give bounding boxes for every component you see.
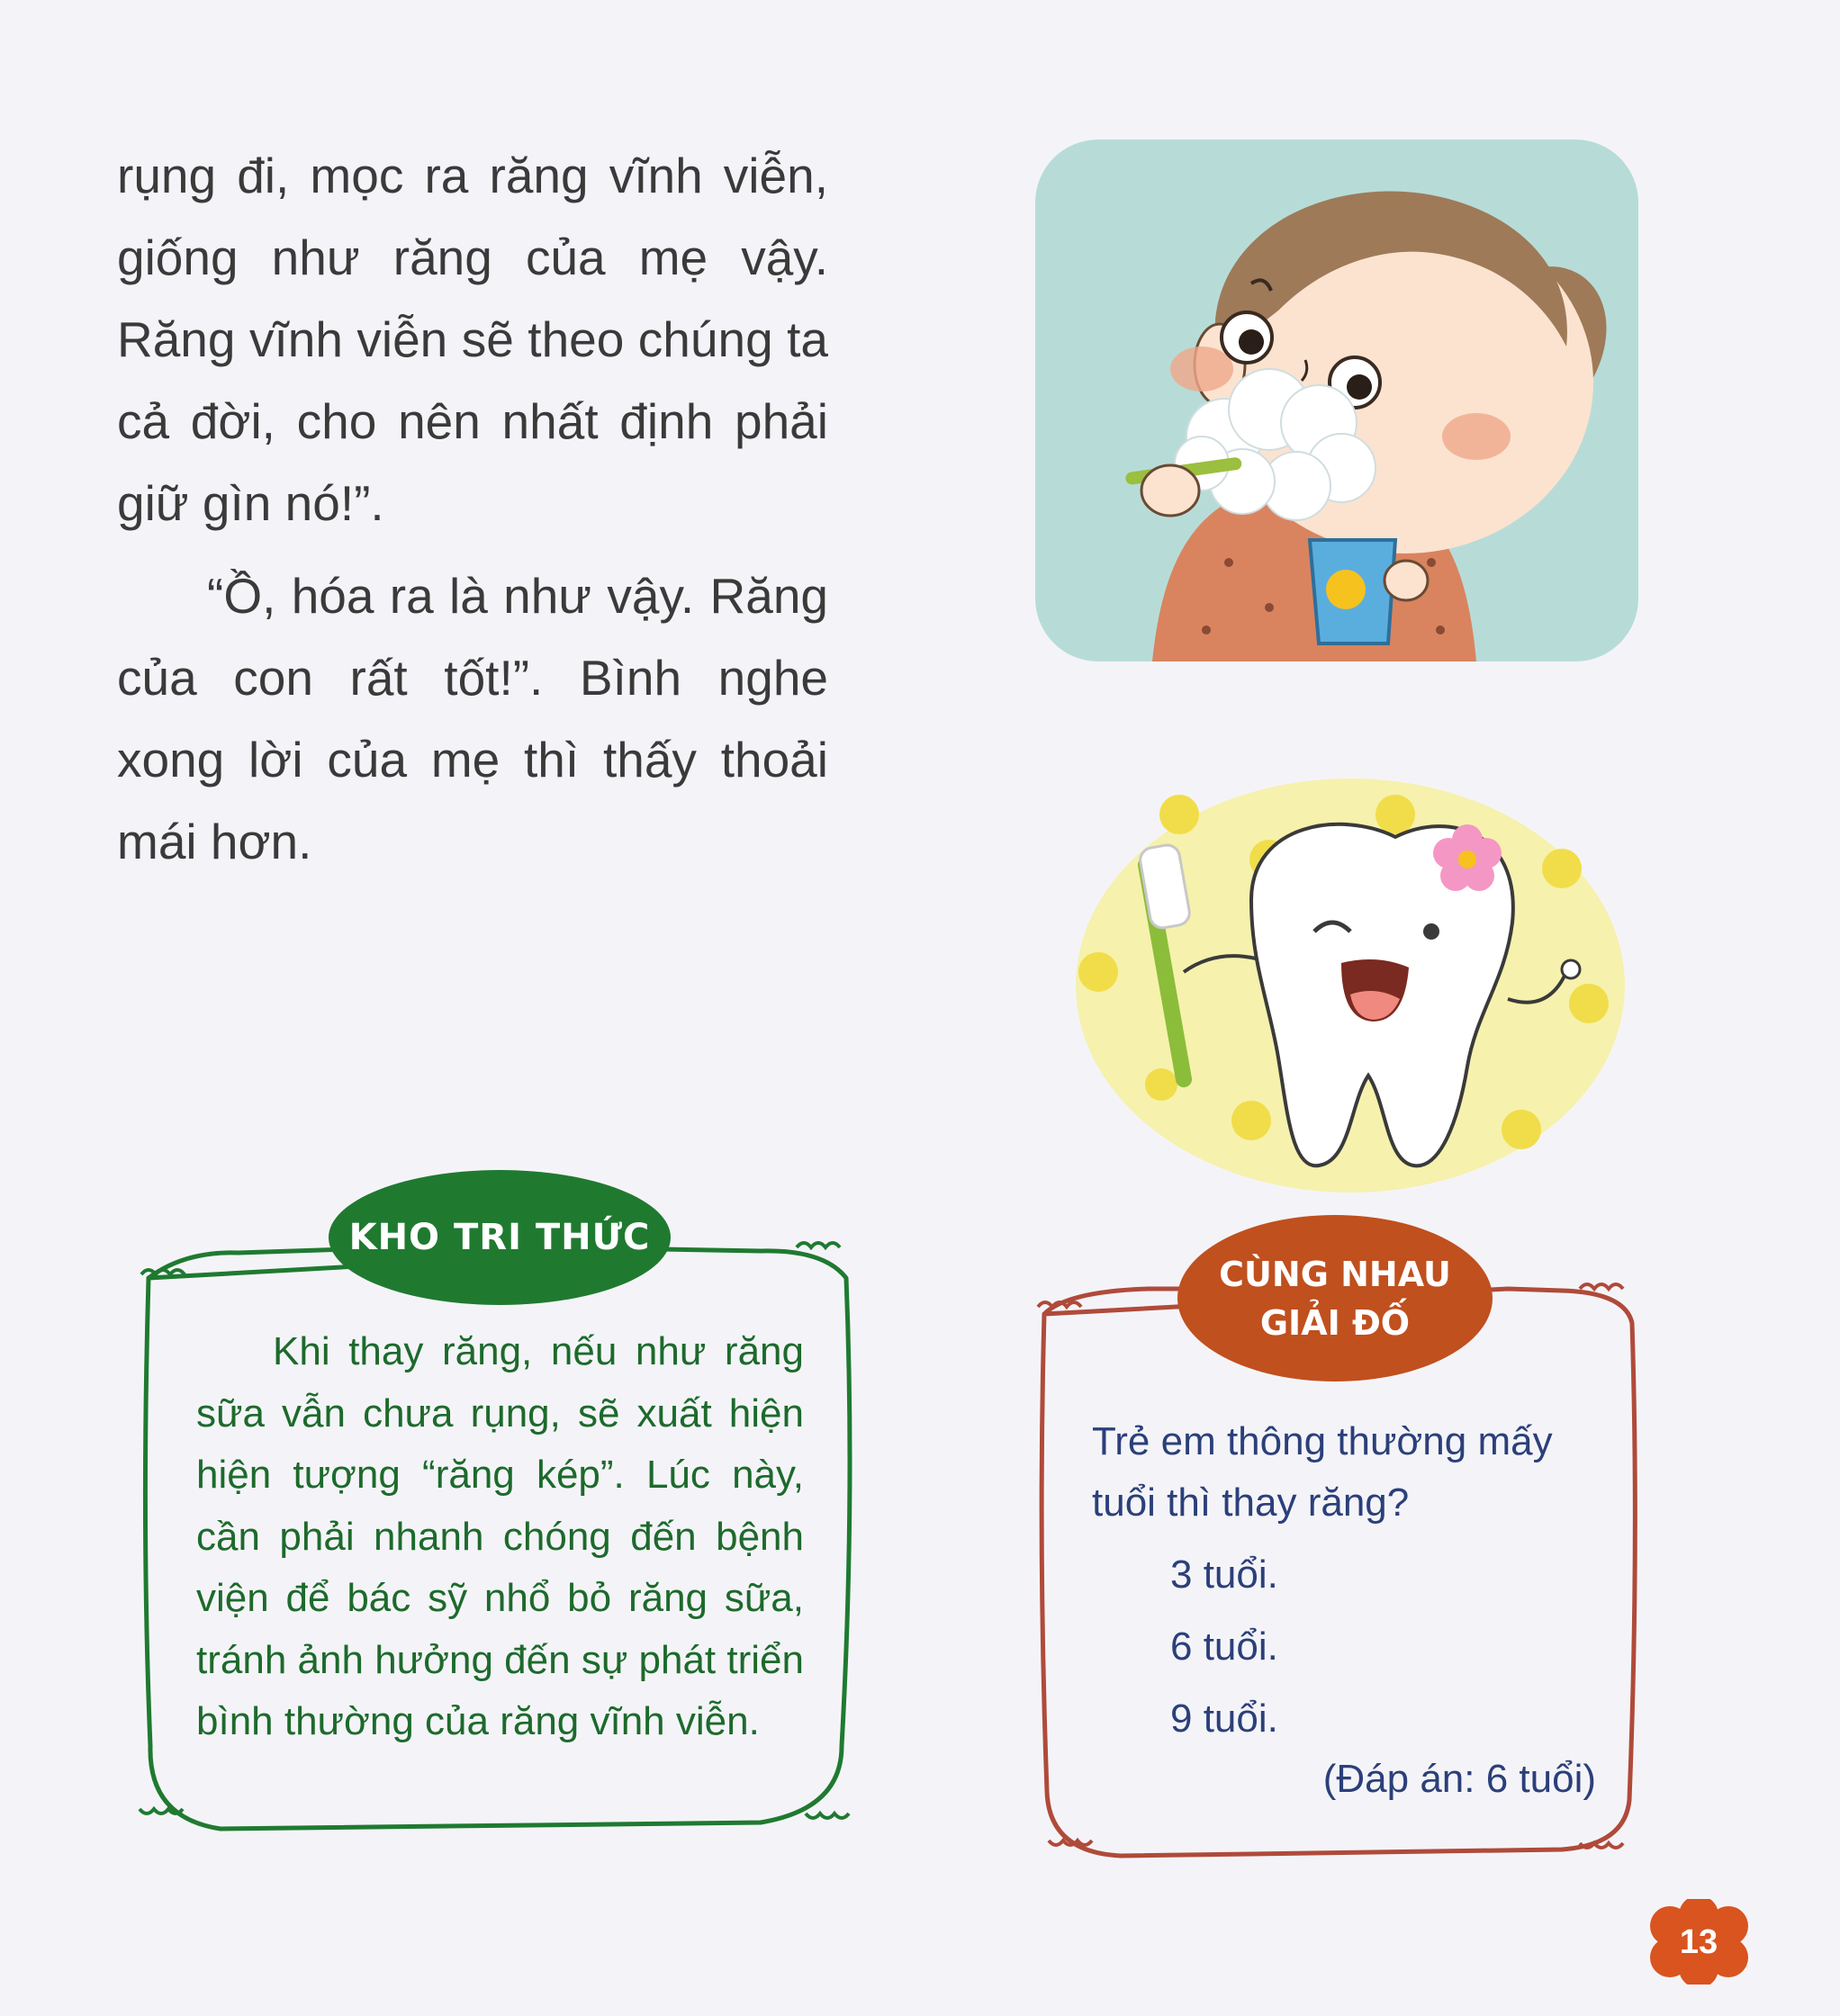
puzzle-title-badge: [1177, 1215, 1493, 1382]
story-paragraph-1: rụng đi, mọc ra răng vĩnh viễn, giống như răng của mẹ vậy. Răng vĩnh viễn sẽ theo chúng ta cả đời, cho nên nhất định phải giữ gìn nó!”.: [117, 148, 828, 531]
tooth-character-illustration: [1071, 770, 1629, 1192]
knowledge-body-text: Khi thay răng, nếu như răng sữa vẫn chưa rụng, sẽ xuất hiện hiện tượng “răng kép”. Lúc này, cần phải nhanh chóng đến bệnh viện để bác sỹ nhổ bỏ răng sữa, tránh ảnh hưởng đến sự phát triển bình thường của răng vĩnh viễn.: [196, 1329, 804, 1743]
puzzle-title-line-1: CÙNG NHAU: [1219, 1254, 1451, 1294]
puzzle-answer: (Đáp án: 6 tuổi): [1322, 1757, 1596, 1801]
puzzle-option-1: 3 tuổi.: [1170, 1552, 1278, 1597]
story-paragraph-2: “Ồ, hóa ra là như vậy. Răng của con rất tốt!”. Bình nghe xong lời của mẹ thì thấy thoải mái hơn.: [117, 568, 828, 869]
page-number: 13: [1679, 1923, 1718, 1961]
girl-brushing-teeth-illustration: [1035, 140, 1638, 662]
knowledge-title-badge: KHO TRI THỨC: [329, 1170, 671, 1305]
story-text: [117, 135, 828, 883]
puzzle-option-2: 6 tuổi.: [1170, 1624, 1278, 1669]
puzzle-option-3: 9 tuổi.: [1170, 1696, 1278, 1741]
puzzle-content: [1092, 1411, 1596, 1802]
puzzle-title-line-2: GIẢI ĐỐ: [1259, 1302, 1411, 1343]
puzzle-question: Trẻ em thông thường mấy tuổi thì thay răng?: [1092, 1419, 1553, 1525]
page-number-badge: [1643, 1899, 1755, 1984]
